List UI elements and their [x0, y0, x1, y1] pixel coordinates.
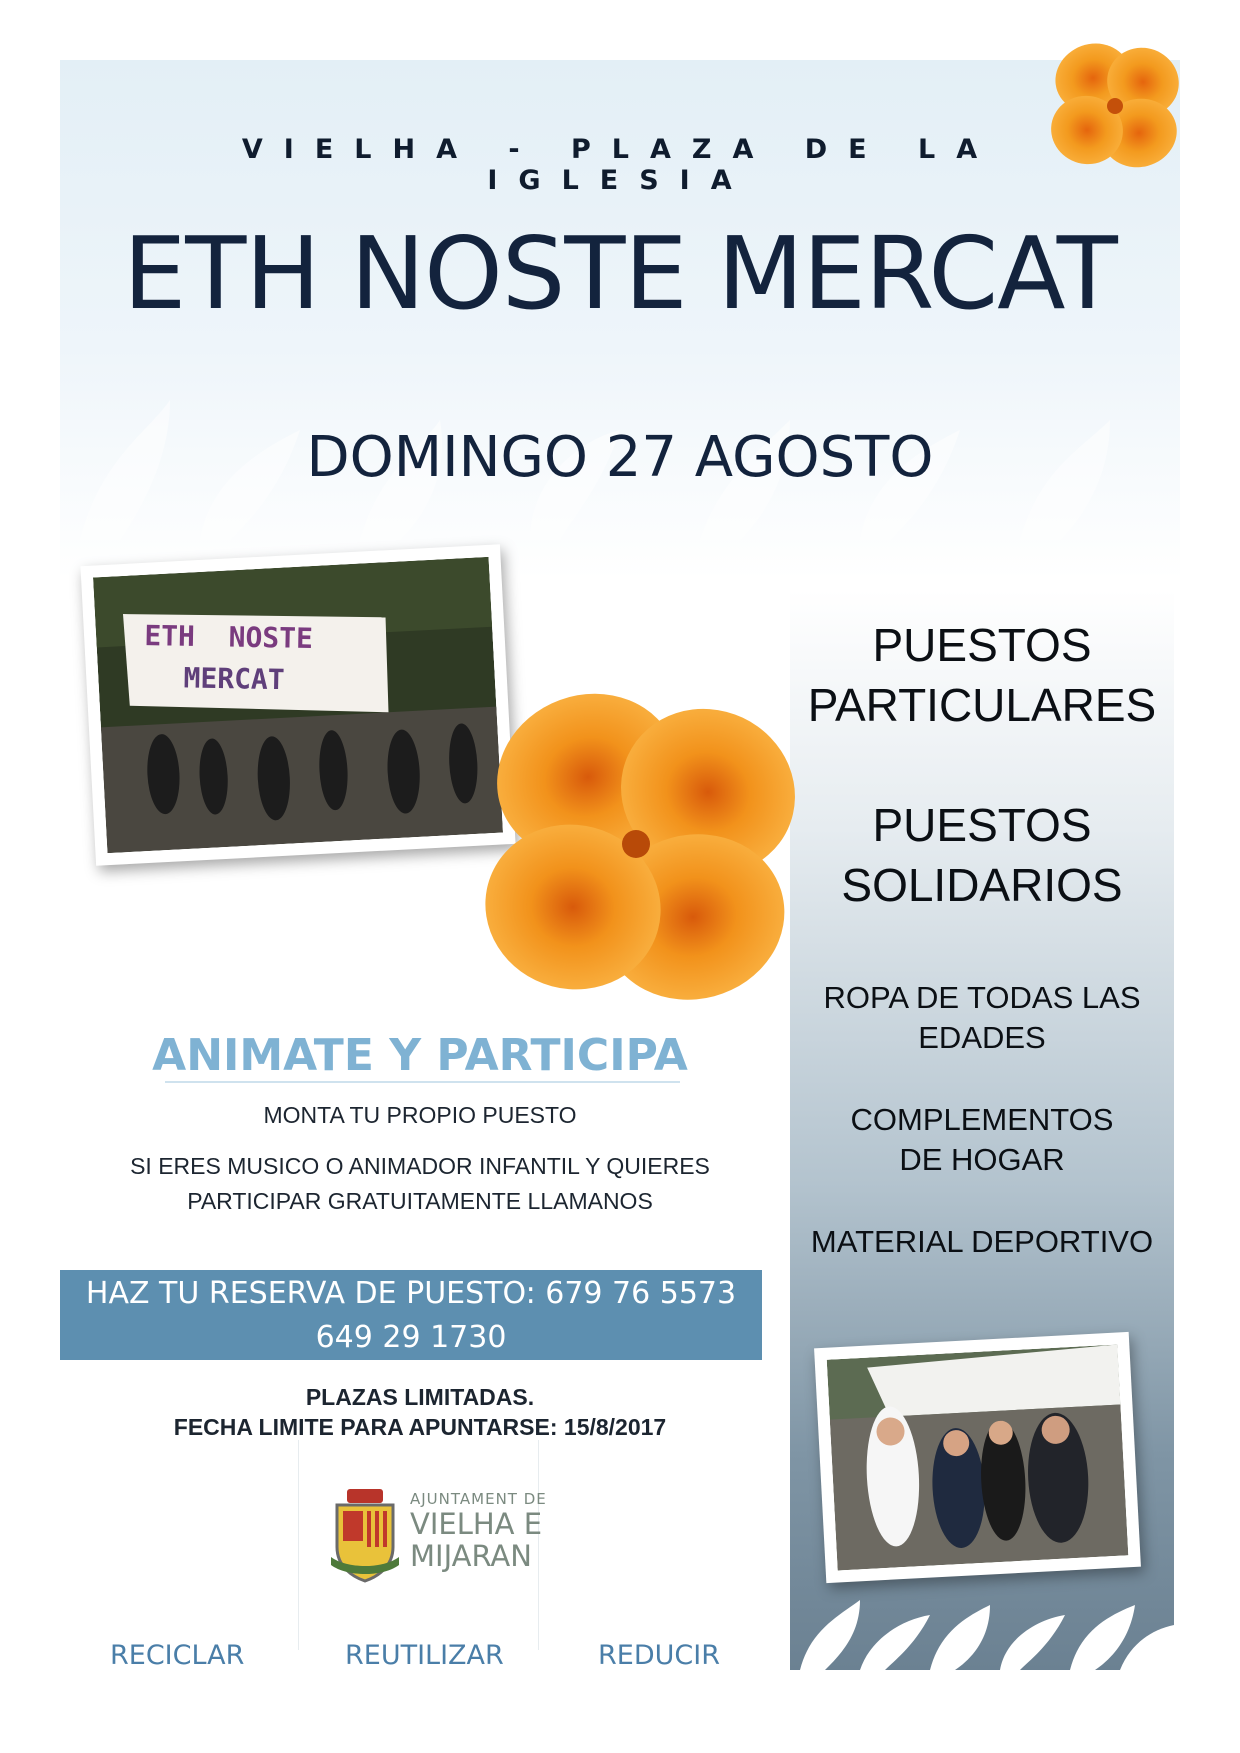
reservation-box: [60, 1270, 762, 1360]
sidebar-item-ropa-line1: ROPA DE TODAS LAS: [823, 980, 1141, 1015]
sidebar-item-complementos-line2: DE HOGAR: [899, 1142, 1065, 1177]
sidebar-item-particulares-line1: PUESTOS: [872, 619, 1092, 671]
market-photo-scene: [93, 557, 503, 853]
logo-line-1: AJUNTAMENT DE: [410, 1490, 547, 1508]
banner-line-1: ETH NOSTE: [144, 619, 314, 656]
limited-places-notice: [60, 1382, 780, 1442]
reservation-phone-2: 649 29 1730: [315, 1320, 507, 1355]
sidebar-item-particulares: [790, 615, 1174, 735]
sidebar-item-ropa-line2: EDADES: [918, 1020, 1046, 1055]
sidebar-item-solidarios-line1: PUESTOS: [872, 799, 1092, 851]
sidebar-item-particulares-line2: PARTICULARES: [807, 679, 1157, 731]
footer-reciclar: RECICLAR: [110, 1640, 245, 1671]
notice-line-1: PLAZAS LIMITADAS.: [305, 1384, 535, 1410]
sidebar-item-material: MATERIAL DEPORTIVO: [810, 1224, 1154, 1259]
banner-line-2: MERCAT: [183, 661, 285, 697]
sidebar-item-ropa: [790, 978, 1174, 1058]
notice-deadline: FECHA LIMITE PARA APUNTARSE: 15/8/2017: [173, 1414, 667, 1440]
group-photo: [814, 1332, 1141, 1583]
promo-line-1: MONTA TU PROPIO PUESTO: [263, 1102, 577, 1128]
coat-of-arms-icon: [327, 1487, 403, 1583]
reservation-line-1: HAZ TU RESERVA DE PUESTO: 679 76 5573: [85, 1276, 737, 1311]
location-subtitle: VIELHA - PLAZA DE LA IGLESIA: [241, 134, 999, 196]
sidebar-item-complementos: [790, 1100, 1174, 1180]
footer-divider-left: [298, 1440, 299, 1650]
sidebar-item-complementos-line1: COMPLEMENTOS: [850, 1102, 1114, 1137]
town-hall-logo-text: [410, 1490, 550, 1572]
event-title: ETH NOSTE MERCAT: [123, 215, 1117, 332]
orange-flower-icon: [468, 682, 808, 1012]
sidebar-item-solidarios-line2: SOLIDARIOS: [841, 859, 1123, 911]
market-banner-photo: [80, 544, 515, 866]
sidebar-item-solidarios: [790, 795, 1174, 915]
footer-reducir: REDUCIR: [598, 1640, 720, 1671]
logo-line-2: VIELHA E: [410, 1507, 543, 1541]
promo-heading-underline: [165, 1081, 680, 1083]
event-date: DOMINGO 27 AGOSTO: [306, 425, 934, 490]
sidebar-leaf-decoration: [790, 1590, 1174, 1670]
footer-reutilizar: REUTILIZAR: [345, 1640, 504, 1671]
promo-heading: ANIMATE Y PARTICIPA: [152, 1030, 688, 1081]
logo-line-3: MIJARAN: [410, 1539, 532, 1573]
promo-line-3: PARTICIPAR GRATUITAMENTE LLAMANOS: [187, 1188, 653, 1214]
group-photo-scene: [827, 1345, 1129, 1571]
promo-line-2: SI ERES MUSICO O ANIMADOR INFANTIL Y QUIERES: [130, 1153, 710, 1179]
